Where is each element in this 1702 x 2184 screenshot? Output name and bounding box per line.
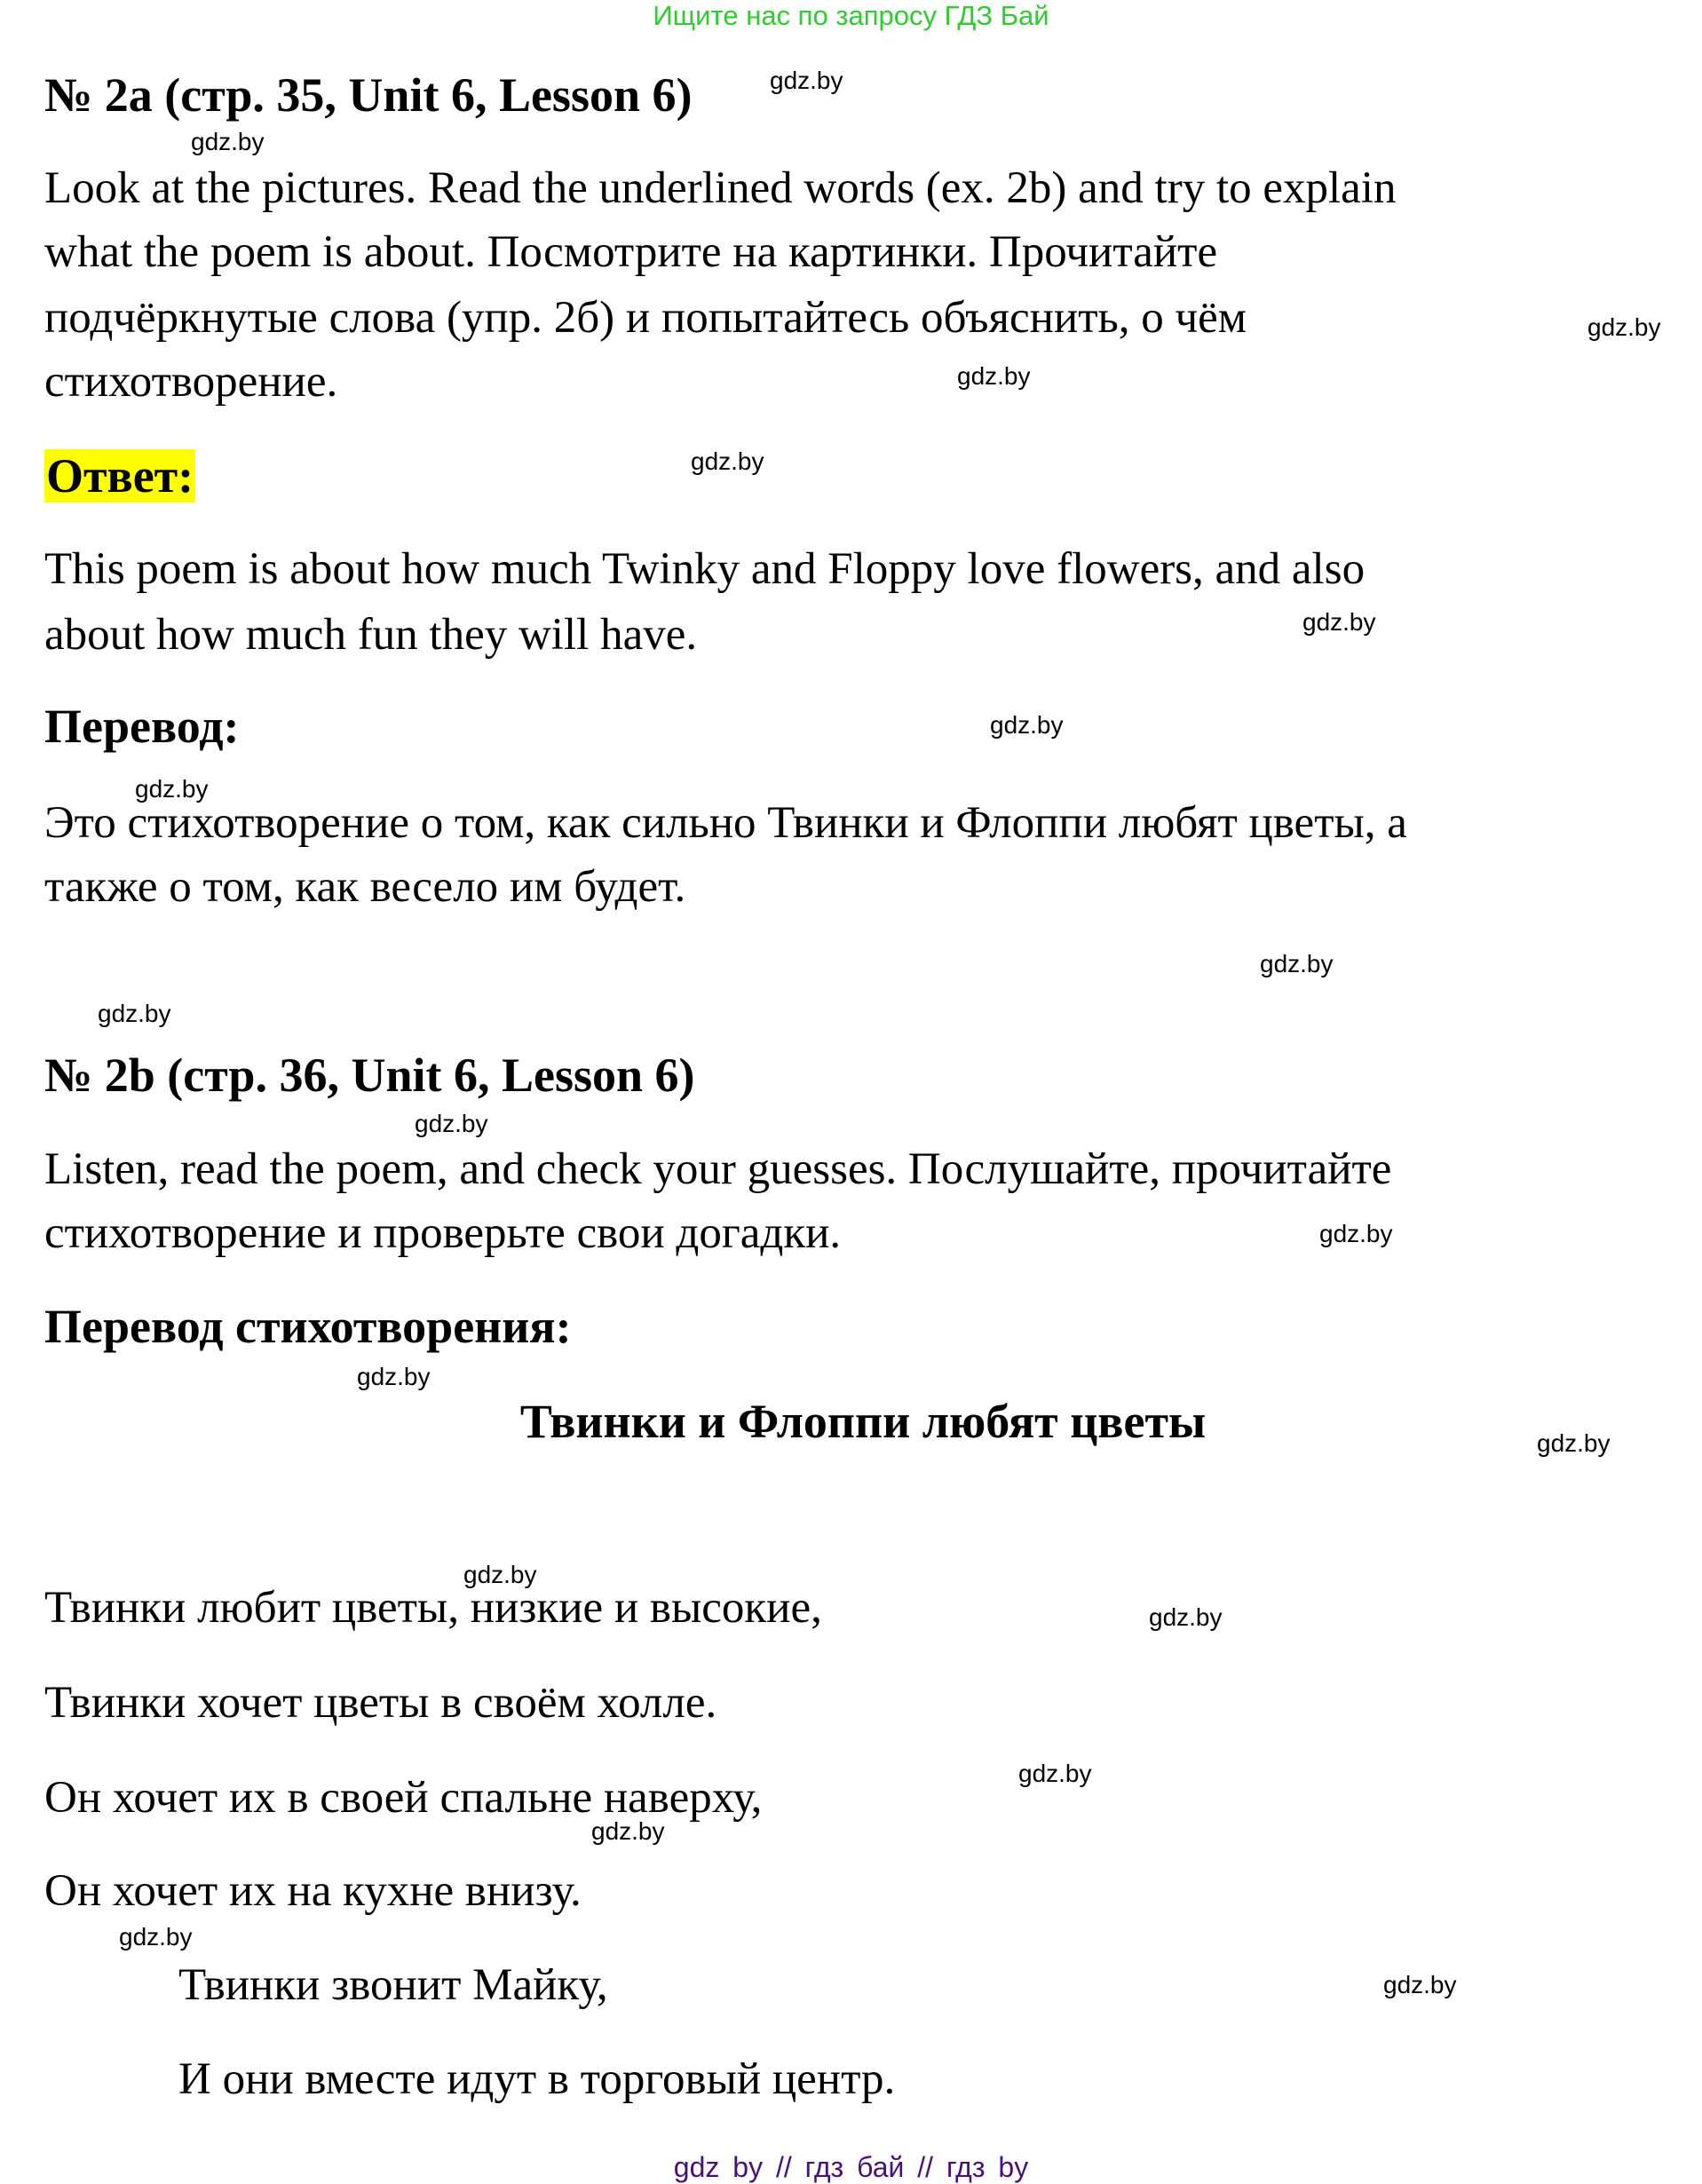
poem-line: И они вместе идут в торговый центр. [178,2054,896,2104]
answer-label-text: Ответ: [46,449,194,502]
footer-links[interactable]: gdz by // гдз бай // гдз by [673,2151,1029,2183]
watermark: gdz.by [1260,950,1334,977]
task-line: стихотворение и проверьте свои догадки. [44,1208,842,1258]
poem-title: Твинки и Флоппи любят цветы [519,1395,1207,1448]
watermark: gdz.by [1537,1429,1611,1457]
poem-translation-label: Перевод стихотворения: [44,1300,572,1353]
watermark: gdz.by [415,1110,488,1137]
poem-line: Он хочет их на кухне внизу. [44,1866,582,1916]
answer-line: about how much fun they will have. [44,610,698,660]
watermark: gdz.by [1302,608,1376,636]
watermark: gdz.by [1383,1971,1457,1998]
exercise-2a-heading: № 2a (стр. 35, Unit 6, Lesson 6) [44,68,693,122]
poem-line: Он хочет их в своей спальне наверху, [44,1773,763,1823]
watermark: gdz.by [770,67,843,94]
watermark: gdz.by [191,128,265,155]
watermark: gdz.by [1018,1760,1092,1787]
watermark: gdz.by [691,447,764,475]
search-banner: Ищите нас по запросу ГДЗ Бай [653,0,1049,31]
watermark: gdz.by [990,711,1064,739]
poem-line: Твинки звонит Майку, [178,1960,608,2010]
poem-line: Твинки хочет цветы в своём холле. [44,1678,717,1728]
watermark: gdz.by [1149,1603,1223,1631]
watermark: gdz.by [591,1817,665,1845]
watermark: gdz.by [1319,1220,1393,1247]
exercise-2b-heading: № 2b (стр. 36, Unit 6, Lesson 6) [44,1048,695,1102]
watermark: gdz.by [1587,313,1661,341]
answer-label [44,444,195,508]
translation-line: также о том, как весело им будет. [44,862,686,912]
watermark: gdz.by [98,1000,171,1027]
answer-line: This poem is about how much Twinky and Floppy love flowers, and also [44,544,1366,594]
watermark: gdz.by [957,362,1031,390]
task-line: Listen, read the poem, and check your guesses. Послушайте, прочитайте [44,1144,1392,1194]
watermark: gdz.by [463,1561,537,1588]
translation-label: Перевод: [44,700,240,753]
poem-line: Твинки любит цветы, низкие и высокие, [44,1583,822,1633]
translation-line: Это стихотворение о том, как сильно Твинки и Флоппи любят цветы, а [44,798,1407,848]
watermark: gdz.by [357,1363,431,1390]
task-line: Look at the pictures. Read the underlined words (ex. 2b) and try to explain [44,163,1397,213]
watermark: gdz.by [135,775,209,803]
task-line: what the poem is about. Посмотрите на картинки. Прочитайте [44,227,1218,277]
task-line: стихотворение. [44,357,338,407]
task-line: подчёркнутые слова (упр. 2б) и попытайтесь объяснить, о чём [44,293,1247,343]
watermark: gdz.by [119,1923,193,1951]
